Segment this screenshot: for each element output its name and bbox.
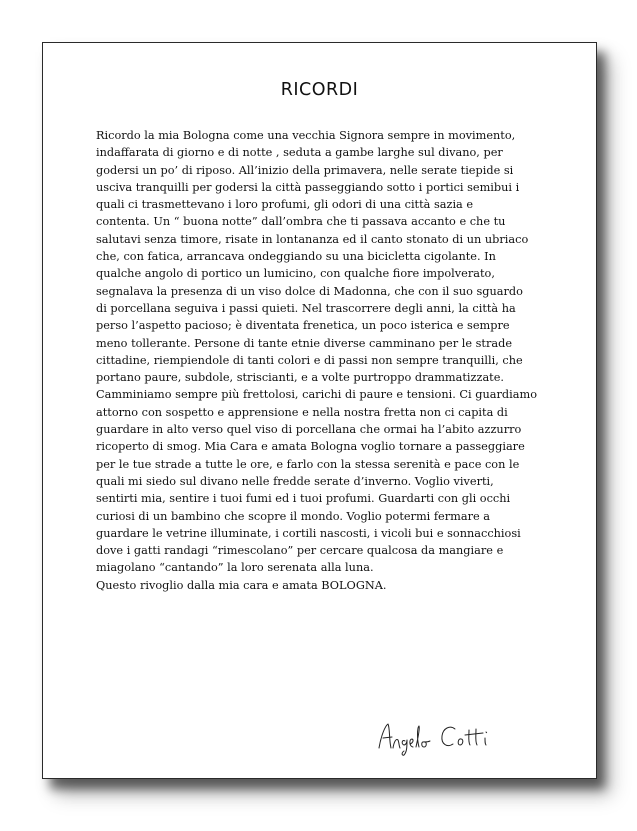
text-line: ricoperto di smog. Mia Cara e amata Bologna voglio tornare a passeggiare — [96, 440, 525, 454]
text-line: di porcellana seguiva i passi quieti. Nel trascorrere degli anni, la città ha — [96, 301, 516, 315]
text-line: attorno con sospetto e apprensione e nella nostra fretta non ci capita di — [96, 405, 508, 419]
text-line: contenta. Un “ buona notte” dall’ombra che ti passava accanto e che tu — [96, 215, 506, 229]
text-line: qualche angolo di portico un lumicino, con qualche fiore impolverato, — [96, 267, 495, 281]
text-line: dove i gatti randagi “rimescolano” per cercare qualcosa da mangiare e — [96, 544, 504, 558]
text-line: perso l’aspetto pacioso; è diventata frenetica, un poco isterica e sempre — [96, 319, 510, 333]
text-line: sentirti mia, sentire i tuoi fumi ed i tuoi profumi. Guardarti con gli occhi — [96, 492, 511, 506]
document-page — [42, 42, 597, 779]
text-line: per le tue strade a tutte le ore, e farlo con la stessa serenità e pace con le — [96, 457, 520, 471]
text-line: godersi un po’ di riposo. All’inizio della primavera, nelle serate tiepide si — [96, 163, 514, 177]
text-line: segnalava la presenza di un viso dolce di Madonna, che con il suo sguardo — [96, 284, 523, 298]
text-line: usciva tranquilli per godersi la città passeggiando sotto i portici semibui i — [96, 180, 520, 194]
text-line: quali mi siedo sul divano nelle fredde serate d’inverno. Voglio viverti, — [96, 474, 494, 488]
text-line: quali ci trasmettevano i loro profumi, gli odori di una città sazia e — [96, 198, 474, 212]
text-line: che, con fatica, arrancava ondeggiando su una bicicletta cigolante. In — [96, 250, 496, 264]
text-line: miagolano “cantando” la loro serenata alla luna. — [96, 561, 374, 575]
signature-drawing — [373, 718, 523, 758]
text-line: cittadine, riempiendole di tanti colori e di passi non sempre tranquilli, che — [96, 353, 523, 367]
text-line: meno tollerante. Persone di tante etnie diverse camminano per le strade — [96, 336, 513, 350]
text-line: indaffarata di giorno e di notte , seduta a gambe larghe sul divano, per — [96, 146, 503, 160]
text-line: Camminiamo sempre più frettolosi, carichi di paure e tensioni. Ci guardiamo — [96, 388, 537, 402]
text-line: Questo rivoglio dalla mia cara e amata BOLOGNA. — [96, 578, 387, 592]
text-line: guardare in alto verso quel viso di porcellana che ormai ha l’abito azzurro — [96, 423, 522, 437]
document-body — [96, 127, 566, 594]
document-title: RICORDI — [280, 80, 359, 100]
text-line: guardare le vetrine illuminate, i cortili nascosti, i vicoli bui e sonnacchiosi — [96, 526, 521, 540]
handwritten-signature — [373, 718, 523, 762]
text-line: portano paure, subdole, striscianti, e a volte purtroppo drammatizzate. — [96, 371, 504, 385]
text-line: curiosi di un bambino che scopre il mondo. Voglio potermi fermare a — [96, 509, 490, 523]
text-line: Ricordo la mia Bologna come una vecchia Signora sempre in movimento, — [96, 129, 516, 142]
text-line: salutavi senza timore, risate in lontananza ed il canto stonato di un ubriaco — [96, 232, 529, 246]
